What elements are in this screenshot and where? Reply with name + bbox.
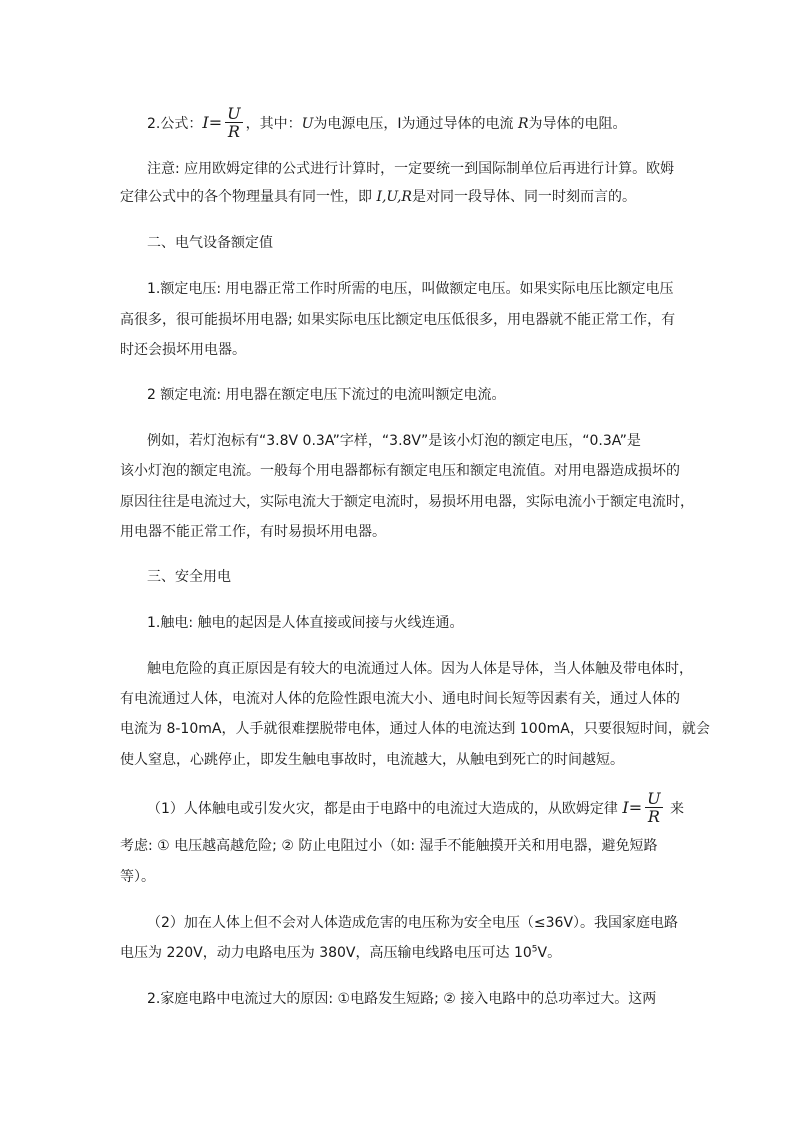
- item1-line-2: 考虑: ① 电压越高越危险; ② 防止电阻过小（如: 湿手不能触摸开关和用电器，避免短路: [120, 838, 658, 854]
- note-line-2-b: 是对同一段导体、同一时刻而言的。: [411, 189, 636, 205]
- shock-line: 1.触电: 触电的起因是人体直接或间接与火线连通。: [147, 615, 464, 631]
- danger-line-2: 有电流通过人体，电流对人体的危险性跟电流大小、通电时间长短等因素有关，通过人体的: [120, 691, 680, 707]
- item1-var-i: I: [622, 798, 629, 817]
- rated-voltage-line-2: 高很多，很可能损坏用电器; 如果实际电压比额定电压低很多，用电器就不能正常工作，有: [120, 312, 676, 328]
- item1-equals: =: [628, 798, 643, 817]
- note-vars: I,U,R: [376, 189, 412, 205]
- formula-var-u: U: [301, 116, 314, 132]
- item2-line-2: [120, 943, 561, 963]
- rated-voltage-line-1: 1.额定电压: 用电器正常工作时所需的电压，叫做额定电压。如果实际电压比额定电压: [147, 281, 674, 297]
- danger-line-1: 触电危险的真正原因是有较大的电流通过人体。因为人体是导体，当人体触及带电体时，: [147, 661, 693, 677]
- rated-current-line: 2 额定电流: 用电器在额定电压下流过的电流叫额定电流。: [147, 387, 506, 403]
- item2-exponent: 5: [531, 944, 538, 955]
- item2-line-2-b: V。: [537, 945, 562, 961]
- formula-var-i: I: [202, 113, 209, 132]
- note-line-1: 注意: 应用欧姆定律的公式进行计算时，一定要统一到国际制单位后再进行计算。欧姆: [147, 161, 675, 177]
- formula-text-a: ，其中：: [245, 116, 302, 132]
- fraction-numerator: U: [227, 103, 241, 123]
- danger-line-3: 电流为 8-10mA，人手就很难摆脱带电体，通过人体的电流达到 100mA，只要很短时间，就会: [120, 721, 710, 737]
- item1-line-1-b: 来: [665, 801, 685, 817]
- item1-line-3: 等）。: [120, 869, 155, 885]
- item1-line-1-a: （1）人体触电或引发火灾，都是由于电路中的电流过大造成的，从欧姆定律: [147, 801, 623, 817]
- danger-line-4: 使人窒息，心跳停止，即发生触电事故时，电流越大，从触电到死亡的时间越短。: [120, 752, 624, 768]
- fraction-denominator: R: [227, 121, 240, 141]
- item1-fraction-numerator: U: [647, 788, 661, 808]
- item2-line-1: （2）加在人体上但不会对人体造成危害的电压称为安全电压（≤36V）。我国家庭电路: [147, 915, 679, 931]
- rated-voltage-line-3: 时还会损坏用电器。: [120, 342, 246, 358]
- example-line-2: 该小灯泡的额定电流。一般每个用电器都标有额定电压和额定电流值。对用电器造成损坏的: [120, 463, 680, 479]
- example-line-4: 用电器不能正常工作，有时易损坏用电器。: [120, 524, 386, 540]
- note-line-2: [120, 187, 636, 207]
- formula-text-c: 为导体的电阻。: [528, 116, 627, 132]
- note-line-2-a: 定律公式中的各个物理量具有同一性，即: [120, 189, 377, 205]
- formula-line: [147, 103, 627, 141]
- item1-fraction: [645, 790, 662, 825]
- section-heading-3: 三、安全用电: [147, 569, 231, 585]
- formula-fraction: [225, 105, 242, 140]
- example-line-3: 原因往往是电流过大，实际电流大于额定电流时，易损坏用电器，实际电流小于额定电流时，: [120, 494, 694, 510]
- item2-line-2-a: 电压为 220V，动力电路电压为 380V，高压输电线路电压可达 10: [120, 945, 532, 961]
- section-heading-2: 二、电气设备额定值: [147, 235, 273, 251]
- item1-line-1: [147, 788, 684, 828]
- formula-text-b: 为电源电压，I为通过导体的电流: [313, 116, 518, 132]
- formula-var-r: R: [517, 116, 529, 132]
- item1-fraction-denominator: R: [647, 806, 660, 826]
- example-line-1: 例如，若灯泡标有“3.8V 0.3A”字样，“3.8V”是该小灯泡的额定电压，“0.3A”是: [147, 433, 641, 449]
- formula-prefix: 2.公式：: [147, 116, 203, 132]
- household-line: 2.家庭电路中电流过大的原因: ①电路发生短路; ② 接入电路中的总功率过大。这两: [147, 991, 657, 1007]
- formula-equals: =: [208, 113, 223, 132]
